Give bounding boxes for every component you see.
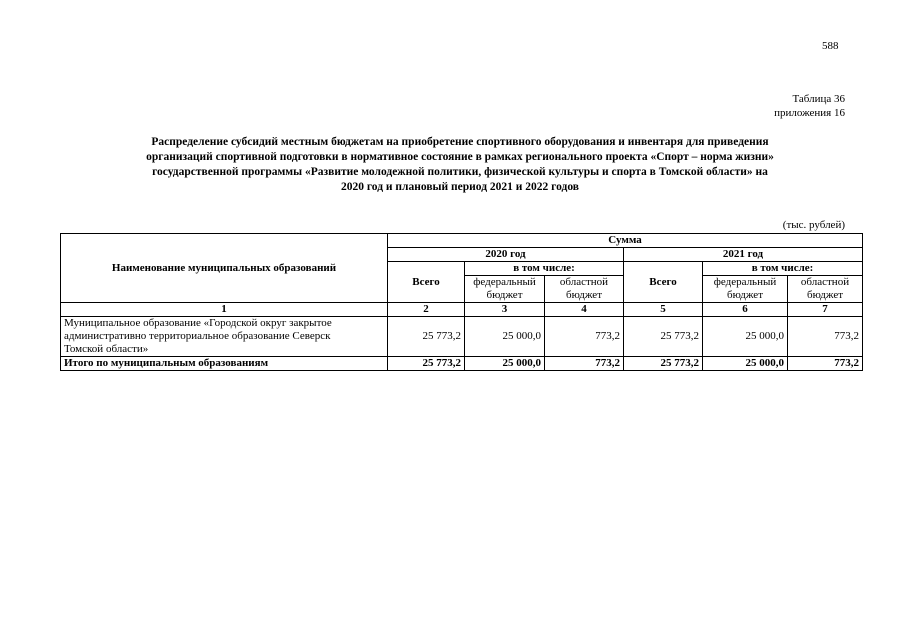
total-value-total-2021: 25 773,2 xyxy=(624,357,703,371)
col-number: 3 xyxy=(465,303,545,317)
regional-line2: бюджет xyxy=(807,289,844,301)
value-regional-2021: 773,2 xyxy=(788,317,863,357)
table-ref-line2: приложения 16 xyxy=(774,107,845,119)
header-federal-2021 xyxy=(703,276,788,303)
header-sum: Сумма xyxy=(388,234,863,248)
column-number-row xyxy=(61,303,863,317)
total-row xyxy=(61,357,863,371)
total-value-federal-2021: 25 000,0 xyxy=(703,357,788,371)
total-value-federal-2020: 25 000,0 xyxy=(465,357,545,371)
table-ref-line1: Таблица 36 xyxy=(792,93,845,105)
col-number: 6 xyxy=(703,303,788,317)
federal-line1: федеральный xyxy=(473,276,536,288)
municipality-name-line2: административно территориальное образование Северск xyxy=(64,330,331,342)
units-label: (тыс. рублей) xyxy=(782,219,845,231)
value-federal-2021: 25 000,0 xyxy=(703,317,788,357)
municipality-name xyxy=(61,317,388,357)
document-title xyxy=(60,135,860,195)
total-value-regional-2020: 773,2 xyxy=(545,357,624,371)
header-total-2021: Всего xyxy=(624,262,703,303)
federal-line2: бюджет xyxy=(727,289,763,301)
header-year-2021: 2021 год xyxy=(624,248,863,262)
title-line2: организаций спортивной подготовки в нормативное состояние в рамках регионального проекта «Спорт – норма жизни» xyxy=(146,151,774,163)
table-row xyxy=(61,317,863,357)
total-value-total-2020: 25 773,2 xyxy=(388,357,465,371)
municipality-name-line3: Томской области» xyxy=(64,343,149,355)
col-number: 4 xyxy=(545,303,624,317)
title-line3: государственной программы «Развитие молодежной политики, физической культуры и спорта в Томской области» на xyxy=(152,166,768,178)
header-federal-2020 xyxy=(465,276,545,303)
value-total-2020: 25 773,2 xyxy=(388,317,465,357)
col-number: 5 xyxy=(624,303,703,317)
total-row-label: Итого по муниципальным образованиям xyxy=(61,357,388,371)
subsidy-table xyxy=(60,233,863,371)
header-total-2020: Всего xyxy=(388,262,465,303)
regional-line2: бюджет xyxy=(566,289,602,301)
regional-line1: областной xyxy=(800,276,850,288)
col-number: 2 xyxy=(388,303,465,317)
header-regional-2021 xyxy=(788,276,863,303)
municipality-name-line1: Муниципальное образование «Городской округ закрытое xyxy=(64,317,332,329)
header-including-2021: в том числе: xyxy=(703,262,863,276)
value-federal-2020: 25 000,0 xyxy=(465,317,545,357)
federal-line2: бюджет xyxy=(486,289,523,301)
title-line1: Распределение субсидий местным бюджетам на приобретение спортивного оборудования и инвентаря для приведения xyxy=(151,136,769,148)
header-municipality-name: Наименование муниципальных образований xyxy=(61,234,388,303)
col-number: 7 xyxy=(788,303,863,317)
value-regional-2020: 773,2 xyxy=(545,317,624,357)
header-year-2020: 2020 год xyxy=(388,248,624,262)
header-row-sum xyxy=(61,234,863,248)
col-number: 1 xyxy=(61,303,388,317)
table-reference xyxy=(774,92,845,120)
regional-line1: областной xyxy=(559,276,609,288)
header-including-2020: в том числе: xyxy=(465,262,624,276)
header-regional-2020 xyxy=(545,276,624,303)
title-line4: 2020 год и плановый период 2021 и 2022 годов xyxy=(341,181,579,193)
value-total-2021: 25 773,2 xyxy=(624,317,703,357)
page-number: 588 xyxy=(822,40,839,52)
federal-line1: федеральный xyxy=(713,276,777,288)
total-value-regional-2021: 773,2 xyxy=(788,357,863,371)
